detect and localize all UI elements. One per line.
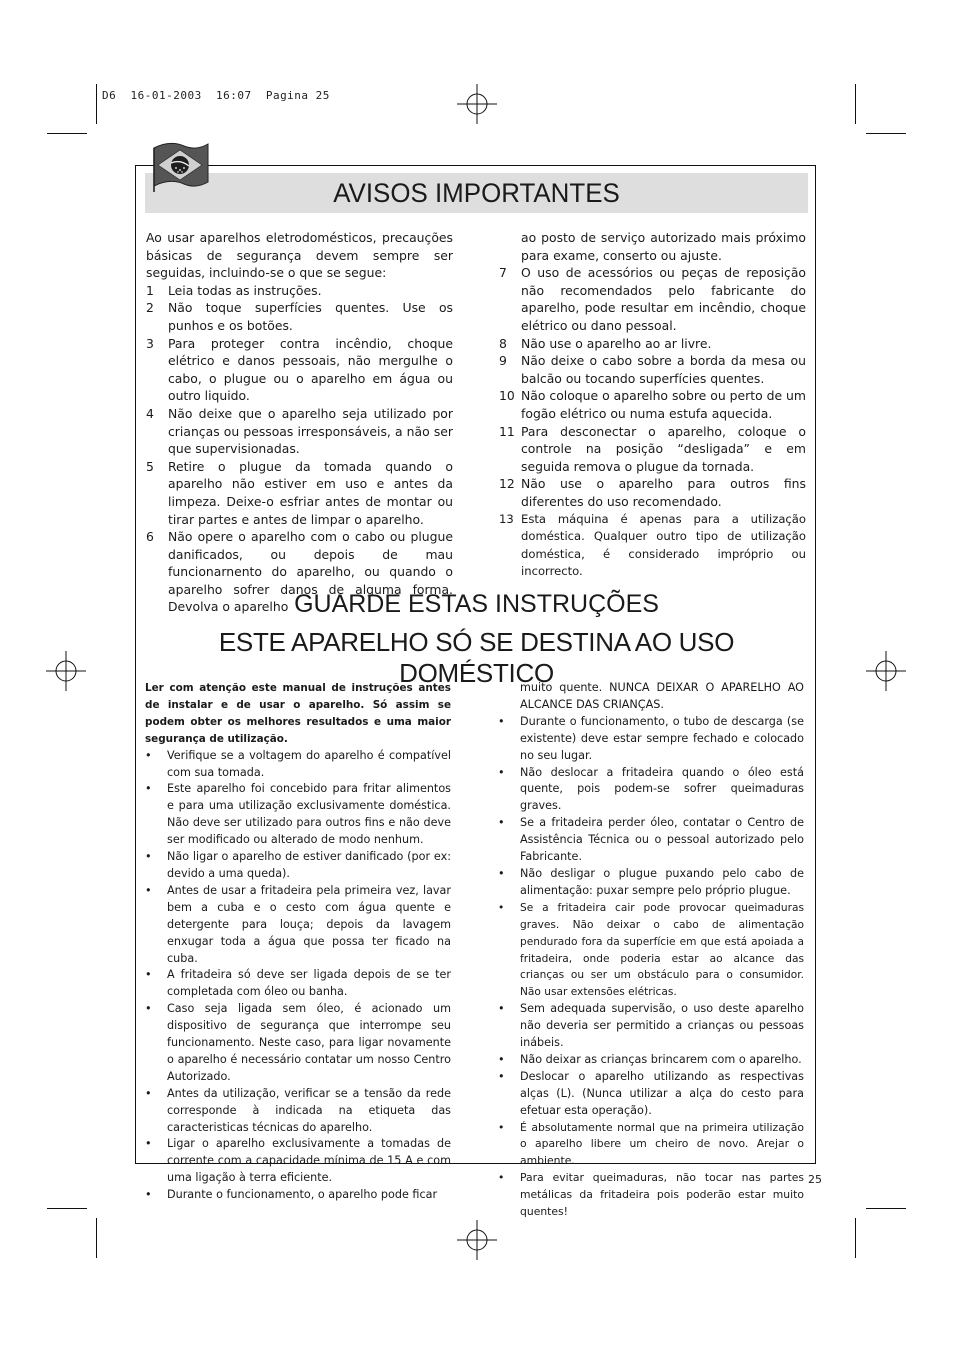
bullet-icon: • <box>498 765 505 779</box>
warning-item: 8 Não use o aparelho ao ar livre. <box>499 335 712 351</box>
registration-mark-icon <box>457 1220 497 1260</box>
bullet-icon: • <box>498 1002 505 1016</box>
list-item: • Caso seja ligada sem óleo, é acionado um dispositivo de segurança que interrompe seu funcionamento. Neste caso, para ligar novamente o aparelho é necessário contatar um nosso Centro Autorizado. <box>145 1002 451 1083</box>
crop-mark <box>47 1208 87 1209</box>
warning-item: 10 Não coloque o aparelho sobre ou perto de um fogão elétrico ou numa estufa aquecida. <box>499 388 806 421</box>
warnings-intro: Ao usar aparelhos eletrodomésticos, precauções básicas de segurança devem sempre ser seguidas, incluindo-se o que se segue: <box>146 230 453 281</box>
list-item: • Ligar o aparelho exclusivamente a tomadas de corrente com a capacidade mínima de 15 A e com uma ligação à terra eficiente. <box>145 1137 451 1185</box>
crop-mark <box>855 1218 856 1258</box>
warning-item: 13 Esta máquina é apenas para a utilização doméstica. Qualquer outro tipo de utilização doméstica, é considerado impróprio ou incorrecto. <box>499 511 806 579</box>
brazil-flag-icon <box>150 138 210 194</box>
bullet-icon: • <box>498 901 505 914</box>
crop-mark <box>96 84 97 124</box>
warning-item: 12 Não use o aparelho para outros fins diferentes do uso recomendado. <box>499 476 806 509</box>
bullet-icon: • <box>145 1086 152 1100</box>
registration-mark-icon <box>46 651 86 691</box>
bullet-icon: • <box>498 714 505 728</box>
crop-mark <box>47 133 87 134</box>
bullet-icon: • <box>145 782 152 796</box>
list-item: • É absolutamente normal que na primeira utilização o aparelho libere um cheiro de novo. Arejar o ambiente. <box>498 1120 804 1168</box>
bullet-icon: • <box>145 883 152 897</box>
page-number: 25 <box>808 1173 822 1186</box>
list-item: • Durante o funcionamento, o tubo de descarga (se existente) deve estar sempre fechado e colocado no seu lugar. <box>498 714 804 762</box>
list-item: • Não desligar o plugue puxando pelo cabo de alimentação: puxar sempre pelo próprio plugue. <box>498 866 804 897</box>
warning-item: 2 Não toque superfícies quentes. Use os punhos e os botões. <box>146 300 453 333</box>
bullet-icon: • <box>145 1002 152 1016</box>
warning-item: 11 Para desconectar o aparelho, coloque o controle na posição “desligada” e em seguida remova o plugue da tornada. <box>499 423 806 474</box>
crop-mark <box>855 84 856 124</box>
bullet-icon: • <box>145 968 152 982</box>
bullet-icon: • <box>145 748 152 762</box>
list-item: • Deslocar o aparelho utilizando as respectivas alças (L). (Nunca utilizar a alça do cesto para efetuar esta operação). <box>498 1069 804 1117</box>
list-item: • Não deslocar a fritadeira quando o óleo está quente, pois podem-se sofrer queimaduras graves. <box>498 765 804 813</box>
bullet-icon: • <box>145 850 152 864</box>
bullet-icon: • <box>498 1120 505 1134</box>
instructions-column-left <box>145 680 451 1204</box>
list-item: • Antes de usar a fritadeira pela primeira vez, lavar bem a cuba e o cesto com água quente e detergente para louça; depois da lavagem enxugar toda a água que possa ter ficado na cuba. <box>145 883 451 965</box>
warning-item: 1 Leia todas as instruções. <box>146 282 322 298</box>
warnings-column-left <box>146 229 453 616</box>
bullet-icon: • <box>498 1069 505 1083</box>
crop-mark <box>866 133 906 134</box>
warning-item: 3 Para proteger contra incêndio, choque elétrico e danos pessoais, não mergulhe o cabo, o plugue ou o aparelho em água ou outro liquido. <box>146 335 453 404</box>
bullet-icon: • <box>498 1171 505 1185</box>
bullet-icon: • <box>145 1188 152 1202</box>
list-item: • Sem adequada supervisão, o uso deste aparelho não deveria ser permitido a crianças ou pessoas inábeis. <box>498 1002 804 1050</box>
bullet-icon: • <box>498 816 505 830</box>
list-item: • Não ligar o aparelho de estiver danificado (por ex: devido a uma queda). <box>145 850 451 880</box>
registration-mark-icon <box>457 84 497 124</box>
warning-item: 6 Não opere o aparelho com o cabo ou plugue danificados, ou depois de mau funcionarnento do aparelho, ou quando o aparelho sofrer danos de alguma forma. Devolva o aparelho <box>146 529 453 615</box>
list-item: • Para evitar queimaduras, não tocar nas partes metálicas da fritadeira pois poderão estar muito quentes! <box>498 1171 804 1219</box>
list-item: • Verifique se a voltagem do aparelho é compatível com sua tomada. <box>145 748 451 779</box>
bullet-icon: • <box>498 1052 505 1066</box>
warning-item: 5 Retire o plugue da tomada quando o aparelho não estiver em uso e antes da limpeza. Deixe-o esfriar antes de montar ou tirar partes e antes de limpar o aparelho. <box>146 458 453 527</box>
warning-item: 4 Não deixe que o aparelho seja utilizado por crianças ou pessoas irresponsáveis, a não ser que supervisionadas. <box>146 405 453 457</box>
instructions-intro: Ler com atenção este manual de instruções antes de instalar e de usar o aparelho. Só assim se podem obter os melhores resultados e uma maior segurança de utilização. <box>145 682 451 745</box>
domestic-use-heading: ESTE APARELHO SÓ SE DESTINA AO USO DOMÉSTICO <box>218 627 735 688</box>
list-item: • Este aparelho foi concebido para fritar alimentos e para uma utilização exclusivamente doméstica. Não deve ser utilizado para outros fins e não deve ser modificado ou alterado de modo nenhum. <box>145 782 451 847</box>
list-item: • Se a fritadeira cair pode provocar queimaduras graves. Não deixar o cabo de alimentação pendurado fora da superfície em que está apoiada a fritadeira, onde poderia estar ao alcance das crianças ou ser um obstáculo para o consumidor. Não usar extensões elétricas. <box>498 901 804 999</box>
page-title: AVISOS IMPORTANTES <box>333 178 620 208</box>
print-stamp: D6 16-01-2003 16:07 Pagina 25 <box>102 89 330 102</box>
bullet-icon: • <box>498 866 505 880</box>
keep-instructions-heading: GUARDE ESTAS INSTRUÇÕES <box>294 590 659 618</box>
list-item: • Se a fritadeira perder óleo, contatar o Centro de Assistência Técnica ou o pessoal autorizado pelo Fabricante. <box>498 816 804 864</box>
list-item: • A fritadeira só deve ser ligada depois de se ter completada com óleo ou banha. <box>145 968 451 999</box>
crop-mark <box>96 1218 97 1258</box>
list-item-continuation: muito quente. NUNCA DEIXAR O APARELHO AO ALCANCE DAS CRIANÇAS. <box>520 681 804 711</box>
list-item: • Antes da utilização, verificar se a tensão da rede corresponde à indicada na etiqueta das caracteristicas técnicas do aparelho. <box>145 1086 451 1134</box>
list-item: • Durante o funcionamento, o aparelho pode ficar <box>145 1187 451 1204</box>
registration-mark-icon <box>866 651 906 691</box>
instructions-column-right <box>498 680 804 1221</box>
warning-item: 9 Não deixe o cabo sobre a borda da mesa ou balcão ou tocando superfícies quentes. <box>499 353 806 386</box>
warning-item: 7 O uso de acessórios ou peças de reposição não recomendados pelo fabricante do aparelho, pode resultar em incêndio, choque elétrico ou dano pessoal. <box>499 265 806 333</box>
crop-mark <box>866 1208 906 1209</box>
warning-item-continuation: ao posto de serviço autorizado mais próximo para exame, conserto ou ajuste. <box>521 230 806 263</box>
warnings-column-right <box>499 229 806 581</box>
bullet-icon: • <box>145 1137 152 1151</box>
list-item: • Não deixar as crianças brincarem com o aparelho. <box>498 1052 804 1069</box>
